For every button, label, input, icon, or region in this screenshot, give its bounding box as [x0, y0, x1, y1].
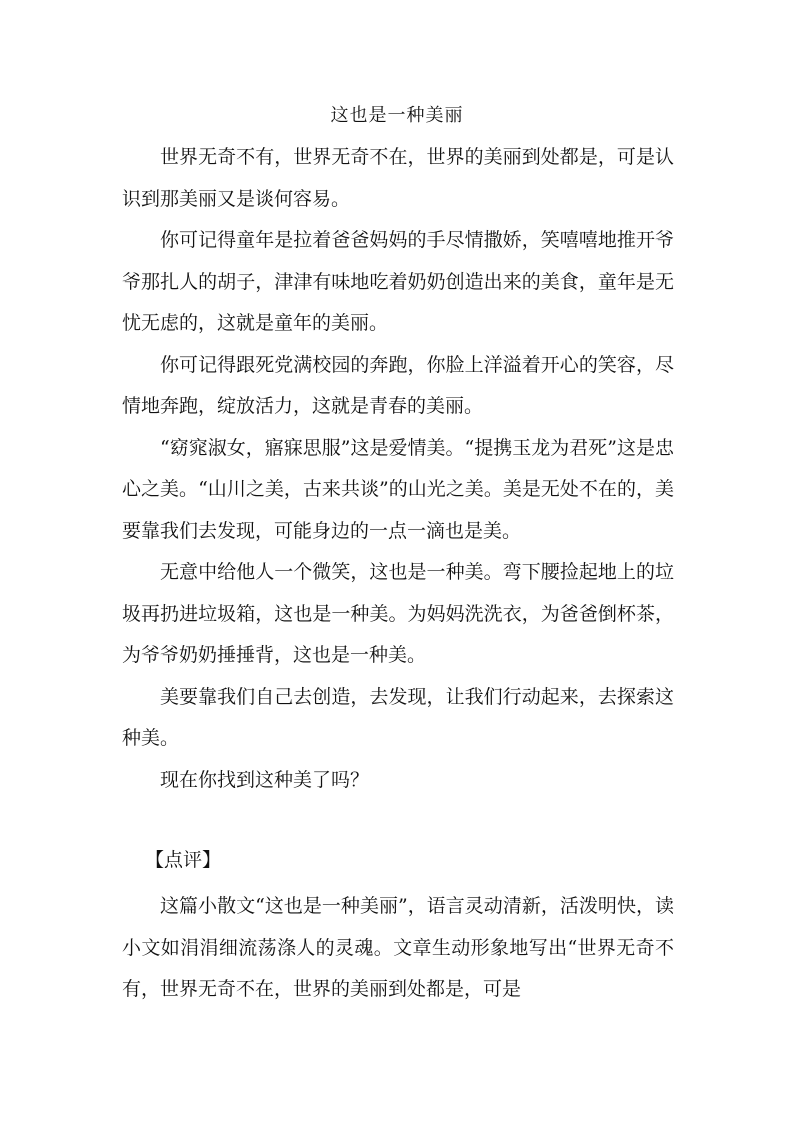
- paragraph: “窈窕淑女，寤寐思服”这是爱情美。“提携玉龙为君死”这是忠心之美。“山川之美，古来共谈”的山光之美。美是无处不在的，美要靠我们去发现，可能身边的一点一滴也是美。: [122, 436, 674, 542]
- paragraph: 世界无奇不有，世界无奇不在，世界的美丽到处都是，可是认识到那美丽又是谈何容易。: [122, 146, 674, 210]
- paragraph: 你可记得童年是拉着爸爸妈妈的手尽情撒娇，笑嘻嘻地推开爷爷那扎人的胡子，津津有味地吃着奶奶创造出来的美食，童年是无忧无虑的，这就是童年的美丽。: [122, 229, 674, 334]
- review-paragraph: 这篇小散文“这也是一种美丽”，语言灵动清新，活泼明快，读小文如涓涓细流荡涤人的灵魂。文章生动形象地写出“世界无奇不有，世界无奇不在，世界的美丽到处都是，可是: [122, 895, 674, 1000]
- paragraph: 美要靠我们自己去创造，去发现，让我们行动起来，去探索这种美。: [122, 685, 674, 749]
- paragraph: 你可记得跟死党满校园的奔跑，你脸上洋溢着开心的笑容，尽情地奔跑，绽放活力，这就是青春的美丽。: [122, 353, 674, 417]
- essay-title: 这也是一种美丽: [330, 105, 464, 126]
- paragraph: 现在你找到这种美了吗？: [160, 768, 370, 791]
- review-heading: 【点评】: [145, 849, 222, 871]
- essay-body: [122, 137, 674, 801]
- paragraph: 无意中给他人一个微笑，这也是一种美。弯下腰捡起地上的垃圾再扔进垃圾箱，这也是一种美。为妈妈洗洗衣，为爸爸倒杯茶，为爷爷奶奶捶捶背，这也是一种美。: [122, 561, 674, 666]
- review-body: [122, 886, 674, 1011]
